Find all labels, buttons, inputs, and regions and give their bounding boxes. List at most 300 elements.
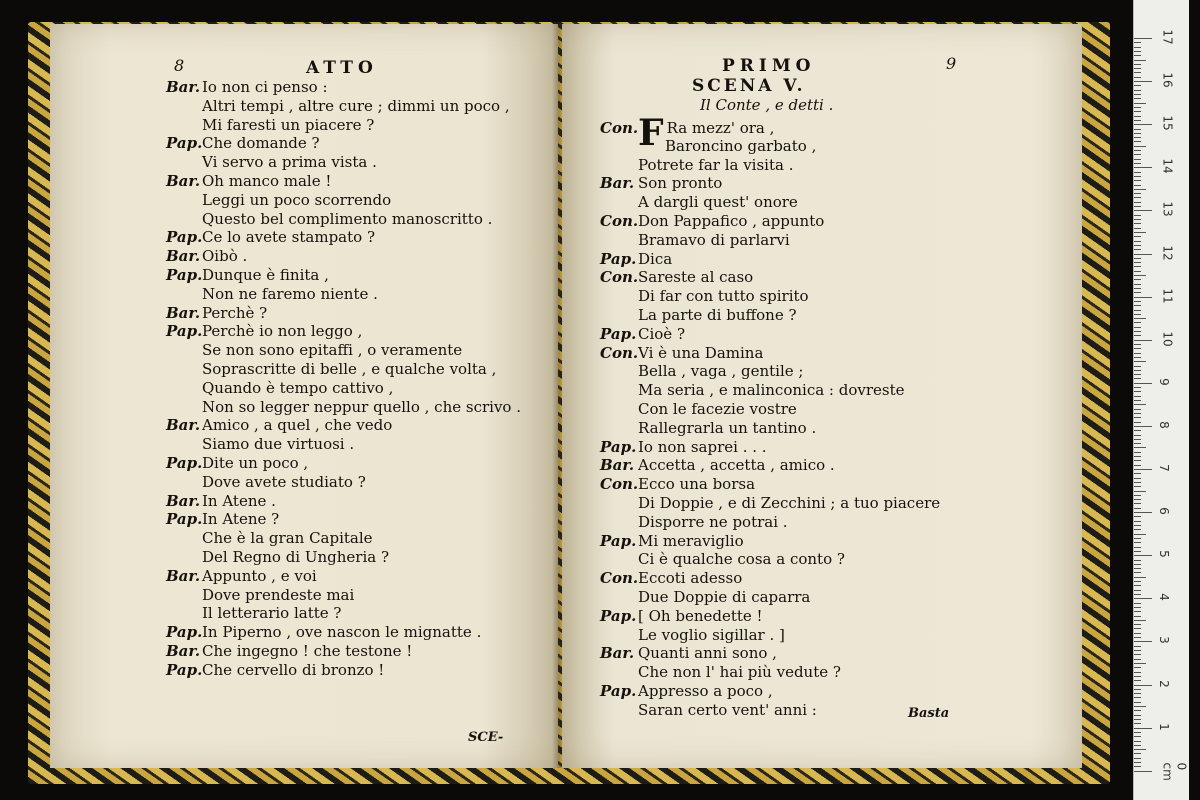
ruler-minor-tick [1134,223,1141,224]
ruler-major-tick [1134,210,1152,211]
ruler-label: 12 [1160,244,1175,261]
text-line [166,398,521,417]
text-line [600,456,940,475]
ruler-minor-tick [1134,560,1141,561]
ruler-minor-tick [1134,55,1141,56]
ruler-minor-tick [1134,146,1146,147]
line-text: Leggi un poco scorrendo [202,190,392,209]
ruler-minor-tick [1134,107,1141,108]
text-line [166,172,521,191]
line-text: Quanti anni sono , [638,644,777,663]
text-line [166,247,521,266]
ruler-label: 0 cm [1160,762,1189,781]
line-text: Appunto , e voi [202,566,317,585]
ruler-minor-tick [1134,159,1141,160]
ruler-major-tick [1134,124,1152,125]
line-text: Dica [638,249,673,268]
ruler-minor-tick [1134,111,1141,112]
text-line [600,306,940,325]
text-line [600,400,940,419]
text-line [600,644,940,663]
ruler-minor-tick [1134,607,1141,608]
ruler-minor-tick [1134,736,1141,737]
text-line [600,475,940,494]
ruler-minor-tick [1134,331,1141,332]
text-line [600,588,940,607]
line-text: Potrete far la visita . [638,155,794,174]
ruler-minor-tick [1134,732,1141,733]
line-text: Che è la gran Capitale [202,529,373,548]
text-line [600,268,940,287]
line-text: Che cervello di bronzo ! [202,660,385,679]
text-line [166,228,521,247]
ruler-label: 11 [1160,287,1175,304]
speaker-label: Pap. [600,681,637,700]
ruler-minor-tick [1134,180,1141,181]
line-text: Mi faresti un piacere ? [202,115,375,134]
text-line [600,344,940,363]
text-line [166,210,521,229]
line-text: Oibò . [202,247,248,266]
ruler-major-tick [1134,728,1152,729]
line-text: Due Doppie di caparra [638,587,811,606]
line-text: Dunque è finita , [202,265,329,284]
ruler-minor-tick [1134,542,1141,543]
line-text: In Piperno , ove nascon le mignatte . [202,623,482,642]
ruler-minor-tick [1134,508,1141,509]
ruler-minor-tick [1134,378,1141,379]
line-text: Con le facezie vostre [638,399,797,418]
ruler-minor-tick [1134,672,1141,673]
line-text: Io non ci penso : [202,78,328,96]
line-text: Oh manco male ! [202,171,332,190]
line-text: Ce lo avete stampato ? [202,228,375,247]
line-text: Accetta , accetta , amico . [638,456,835,475]
line-text: Bella , vaga , gentile ; [638,362,804,381]
line-text: Questo bel complimento manoscritto . [202,209,493,228]
ruler-major-tick [1134,383,1152,384]
line-text: Ecco una borsa [638,475,756,494]
speaker-label: Pap. [600,324,637,343]
ruler-label: 6 [1156,507,1171,515]
text-line [600,381,940,400]
ruler-minor-tick [1134,228,1141,229]
line-text: Eccoti adesso [638,569,743,588]
text-line [600,193,940,212]
ruler-minor-tick [1134,400,1141,401]
ruler-minor-tick [1134,538,1141,539]
ruler-minor-tick [1134,534,1146,535]
ruler-minor-tick [1134,314,1141,315]
text-line [166,322,521,341]
right-page-header: PRIMO [722,56,816,76]
ruler-minor-tick [1134,482,1141,483]
drop-cap: F [638,112,664,154]
ruler-minor-tick [1134,64,1141,65]
left-catchword: SCE- [468,730,504,745]
line-text: Mi meraviglio [638,531,744,550]
text-line [166,454,521,473]
ruler-minor-tick [1134,603,1141,604]
text-line [600,663,940,682]
ruler-minor-tick [1134,564,1141,565]
left-page-number: 8 [174,56,185,75]
ruler-minor-tick [1134,103,1146,104]
scene-heading: SCENA V. [692,76,806,96]
line-text: Ci è qualche cosa a conto ? [638,550,845,569]
speaker-label: Bar. [166,491,201,510]
ruler-minor-tick [1134,327,1141,328]
ruler-minor-tick [1134,366,1141,367]
ruler-minor-tick [1134,435,1141,436]
ruler-minor-tick [1134,219,1141,220]
line-text: Cioè ? [638,324,685,343]
ruler-minor-tick [1134,491,1146,492]
line-text: La parte di buffone ? [638,305,797,324]
measurement-ruler [1133,0,1189,800]
ruler-minor-tick [1134,404,1146,405]
text-line [600,325,940,344]
line-text: Siamo due virtuosi . [202,435,355,454]
ruler-minor-tick [1134,275,1146,276]
text-line [166,97,521,116]
speaker-label: Pap. [600,437,637,456]
ruler-minor-tick [1134,443,1141,444]
text-line [166,134,521,153]
line-text: Ma seria , e malinconica : dovreste [638,381,905,400]
ruler-minor-tick [1134,249,1141,250]
ruler-major-tick [1134,685,1152,686]
text-line [166,510,521,529]
text-line [166,191,521,210]
text-line [600,419,940,438]
ruler-minor-tick [1134,51,1141,52]
ruler-minor-tick [1134,266,1141,267]
ruler-major-tick [1134,297,1152,298]
ruler-minor-tick [1134,288,1141,289]
speaker-label: Bar. [166,171,201,190]
ruler-minor-tick [1134,301,1141,302]
text-line [166,473,521,492]
speaker-label: Con. [600,343,639,362]
ruler-minor-tick [1134,120,1141,121]
line-text: Che non l' hai più vedute ? [638,663,841,682]
ruler-minor-tick [1134,529,1141,530]
line-text: Che ingegno ! che testone ! [202,641,413,660]
right-catchword: Basta [908,706,950,721]
text-line [166,379,521,398]
speaker-label: Bar. [166,416,201,435]
ruler-minor-tick [1134,439,1141,440]
line-text: [ Oh benedette ! [638,606,763,625]
text-line [600,212,940,231]
ruler-minor-tick [1134,654,1141,655]
text-line [600,438,940,457]
ruler-minor-tick [1134,676,1141,677]
ruler-major-tick [1134,38,1152,39]
ruler-minor-tick [1134,465,1141,466]
line-text: Se non sono epitaffi , o veramente [202,341,463,360]
ruler-minor-tick [1134,680,1141,681]
text-line [600,362,940,381]
line-text: Bramavo di parlarvi [638,230,790,249]
ruler-label: 4 [1156,593,1171,602]
ruler-label: 16 [1160,72,1175,88]
text-line [600,701,940,720]
ruler-minor-tick [1134,577,1146,578]
ruler-minor-tick [1134,133,1141,134]
text-line [600,137,940,156]
line-text: Di far con tutto spirito [638,287,809,306]
ruler-minor-tick [1134,409,1141,410]
speaker-label: Bar. [600,174,635,193]
ruler-minor-tick [1134,624,1141,625]
ruler-minor-tick [1134,460,1141,461]
text-line [600,513,940,532]
ruler-minor-tick [1134,176,1141,177]
line-text: Il letterario latte ? [202,604,342,623]
speaker-label: Pap. [166,228,203,247]
text-line [600,287,940,306]
ruler-minor-tick [1134,245,1141,246]
ruler-minor-tick [1134,353,1141,354]
text-line [600,569,940,588]
ruler-minor-tick [1134,572,1141,573]
speaker-label: Pap. [600,606,637,625]
line-text: Dove prendeste mai [202,585,355,604]
ruler-minor-tick [1134,637,1141,638]
ruler-minor-tick [1134,42,1141,43]
ruler-minor-tick [1134,585,1141,586]
line-text: Dite un poco , [202,453,309,472]
ruler-minor-tick [1134,310,1141,311]
line-text: Che domande ? [202,134,320,153]
text-line [166,435,521,454]
ruler-major-tick [1134,469,1152,470]
text-line [600,532,940,551]
ruler-minor-tick [1134,659,1141,660]
ruler-minor-tick [1134,693,1141,694]
ruler-minor-tick [1134,258,1141,259]
text-line [166,567,521,586]
ruler-minor-tick [1134,719,1141,720]
speaker-label: Pap. [166,453,203,472]
line-text: Saran certo vent' anni : [638,700,817,719]
ruler-minor-tick [1134,94,1141,95]
ruler-label: 2 [1156,679,1171,688]
ruler-minor-tick [1134,452,1141,453]
text-line [166,78,521,97]
ruler-minor-tick [1134,417,1141,418]
ruler-minor-tick [1134,72,1141,73]
ruler-minor-tick [1134,710,1141,711]
line-text: Altri tempi , altre cure ; dimmi un poco , [202,96,510,115]
line-text: Le voglio sigillar . ] [638,625,785,644]
ruler-minor-tick [1134,753,1141,754]
ruler-minor-tick [1134,430,1141,431]
ruler-minor-tick [1134,202,1141,203]
ruler-major-tick [1134,340,1152,341]
ruler-label: 1 [1156,722,1171,731]
speaker-label: Bar. [166,566,201,585]
ruler-minor-tick [1134,90,1141,91]
ruler-minor-tick [1134,344,1141,345]
ruler-minor-tick [1134,284,1141,285]
line-text: Baroncino garbato , [665,136,817,155]
speaker-label: Bar. [166,78,201,96]
ruler-minor-tick [1134,499,1141,500]
ruler-minor-tick [1134,141,1141,142]
text-line [166,492,521,511]
ruler-label: 3 [1156,636,1171,645]
ruler-minor-tick [1134,387,1141,388]
line-text: Quando è tempo cattivo , [202,378,394,397]
ruler-minor-tick [1134,150,1141,151]
speaker-label: Pap. [166,322,203,341]
left-page [50,24,558,768]
text-line [166,285,521,304]
speaker-label: Pap. [600,531,637,550]
ruler-minor-tick [1134,348,1141,349]
ruler-minor-tick [1134,271,1141,272]
ruler-major-tick [1134,426,1152,427]
ruler-minor-tick [1134,633,1141,634]
ruler-minor-tick [1134,689,1141,690]
line-text: Disporre ne potrai . [638,512,788,531]
ruler-minor-tick [1134,98,1141,99]
ruler-minor-tick [1134,663,1146,664]
ruler-minor-tick [1134,667,1141,668]
ruler-minor-tick [1134,77,1141,78]
ruler-minor-tick [1134,396,1141,397]
text-line [600,682,940,701]
line-text: Rallegrarla un tantino . [638,418,817,437]
speaker-label: Pap. [166,510,203,529]
ruler-minor-tick [1134,116,1141,117]
text-line [600,494,940,513]
left-page-header: ATTO [306,58,378,78]
ruler-minor-tick [1134,185,1141,186]
ruler-minor-tick [1134,370,1141,371]
ruler-minor-tick [1134,391,1141,392]
text-line [600,156,940,175]
speaker-label: Pap. [166,660,203,679]
text-line [600,550,940,569]
speaker-label: Con. [600,268,639,287]
ruler-minor-tick [1134,581,1141,582]
ruler-minor-tick [1134,551,1141,552]
ruler-minor-tick [1134,68,1141,69]
ruler-minor-tick [1134,137,1141,138]
speaker-label: Bar. [600,456,635,475]
ruler-minor-tick [1134,745,1141,746]
ruler-minor-tick [1134,723,1141,724]
line-text: Amico , a quel , che vedo [202,416,393,435]
text-line [166,416,521,435]
ruler-minor-tick [1134,620,1146,621]
line-text: Vi è una Damina [638,343,764,362]
line-text: Perchè ? [202,303,268,322]
ruler-minor-tick [1134,129,1141,130]
line-text: Non ne faremo niente . [202,284,378,303]
ruler-minor-tick [1134,172,1141,173]
ruler-minor-tick [1134,305,1141,306]
ruler-minor-tick [1134,525,1141,526]
speaker-label: Pap. [166,623,203,642]
ruler-minor-tick [1134,335,1141,336]
ruler-minor-tick [1134,568,1141,569]
ruler-minor-tick [1134,206,1141,207]
ruler-minor-tick [1134,292,1141,293]
line-text: Dove avete studiato ? [202,472,366,491]
speaker-label: Bar. [166,641,201,660]
ruler-minor-tick [1134,473,1141,474]
ruler-minor-tick [1134,241,1141,242]
ruler-minor-tick [1134,262,1141,263]
ruler-minor-tick [1134,456,1141,457]
ruler-label: 8 [1156,421,1171,429]
text-line [166,153,521,172]
ruler-minor-tick [1134,361,1146,362]
ruler-minor-tick [1134,697,1141,698]
ruler-minor-tick [1134,628,1141,629]
line-text: Io non saprei . . . [638,437,767,456]
ruler-minor-tick [1134,60,1146,61]
ruler-minor-tick [1134,650,1141,651]
ruler-minor-tick [1134,279,1141,280]
speaker-label: Bar. [600,644,635,663]
text-line [600,626,940,645]
right-page-number: 9 [946,54,957,73]
ruler-minor-tick [1134,154,1141,155]
ruler-minor-tick [1134,611,1141,612]
ruler-label: 17 [1160,29,1175,45]
text-line [166,304,521,323]
ruler-minor-tick [1134,197,1141,198]
stage-direction: Il Conte , e detti . [700,96,834,114]
ruler-minor-tick [1134,495,1141,496]
speaker-label: Bar. [166,303,201,322]
ruler-minor-tick [1134,741,1141,742]
ruler-minor-tick [1134,422,1141,423]
line-text: Non so legger neppur quello , che scrivo . [202,397,521,416]
ruler-minor-tick [1134,646,1141,647]
ruler-minor-tick [1134,318,1146,319]
ruler-minor-tick [1134,215,1141,216]
line-text: Di Doppie , e di Zecchini ; a tuo piacere [638,493,941,512]
ruler-major-tick [1134,81,1152,82]
text-line [600,231,940,250]
ruler-label: 13 [1160,201,1175,218]
line-text: Don Pappafico , appunto [638,211,825,230]
text-line [166,266,521,285]
ruler-major-tick [1134,641,1152,642]
text-line [166,529,521,548]
text-line [166,604,521,623]
ruler-minor-tick [1134,702,1141,703]
speaker-label: Bar. [166,247,201,266]
line-text: Ra mezz' ora , [666,119,775,137]
ruler-minor-tick [1134,322,1141,323]
speaker-label: Con. [600,475,639,494]
right-page-text [600,112,941,720]
ruler-minor-tick [1134,521,1141,522]
ruler-minor-tick [1134,706,1146,707]
text-line [166,548,521,567]
ruler-minor-tick [1134,478,1141,479]
ruler-minor-tick [1134,766,1141,767]
ruler-minor-tick [1134,447,1146,448]
